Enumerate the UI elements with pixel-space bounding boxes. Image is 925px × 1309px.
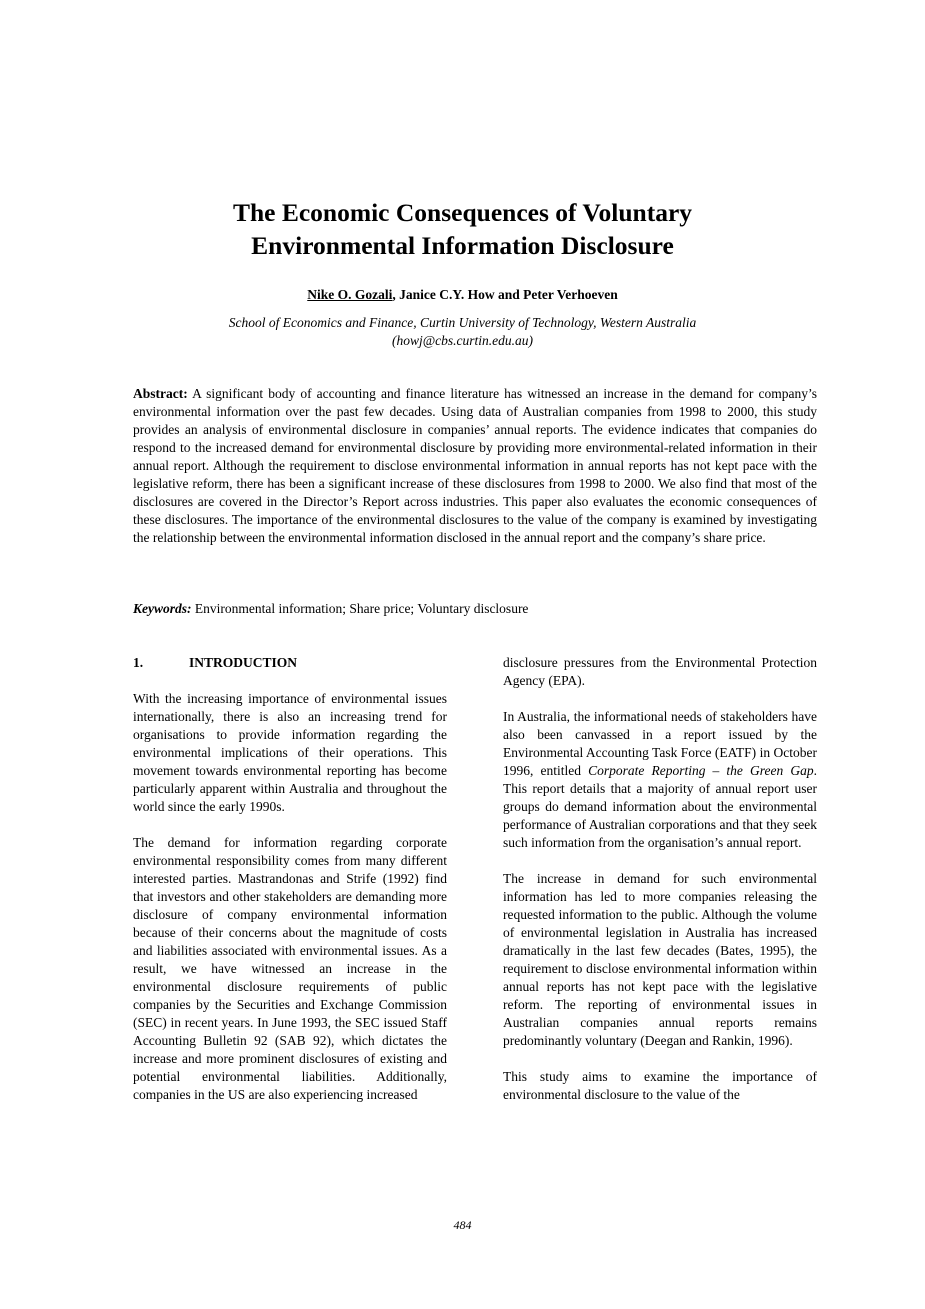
affiliation: School of Economics and Finance, Curtin University of Technology, Western Australia xyxy=(228,315,697,330)
presenting-author: Nike O. Gozali xyxy=(307,287,393,302)
abstract xyxy=(133,385,817,547)
left-column xyxy=(133,654,447,1122)
author-line xyxy=(0,287,925,303)
paragraph-text: . This report details that a majority of annual report user groups do demand information about the environmental performance of Australian corporations and that they seek such information from the organisation’s annual report. xyxy=(503,763,817,850)
affiliation-block xyxy=(0,314,925,350)
paper-title xyxy=(0,196,925,262)
abstract-text: A significant body of accounting and finance literature has witnessed an increase in the demand for company’s environmental information over the past few decades. Using data of Australian companies from 1998 to 2000, this study provides an analysis of environmental disclosure in companies’ annual reports. The evidence indicates that companies do respond to the increased demand for environmental disclosure by providing more environmental-related information in their annual report. Although the requirement to disclose environmental information in annual reports has not kept pace with the legislative reform, there has been a significant increase of these disclosures from 1998 to 2000. We also find that most of the disclosures are covered in the Director’s Report across industries. This paper also evaluates the economic consequences of these disclosures. The importance of the environmental disclosures to the value of the company is examined by investigating the relationship between the environmental information disclosed in the annual report and the company’s share price. xyxy=(133,386,817,545)
paragraph-text: In Australia, the informational needs of stakeholders have also been canvassed in a report issued by the Environmental Accounting Task Force (EATF) in October 1996, entitled xyxy=(503,709,817,778)
paragraph: The increase in demand for such environmental information has led to more companies releasing the requested information to the public. Although the volume of environmental legislation in Australia has increased dramatically in the last few decades (Bates, 1995), the requirement to disclose environmental information within annual reports has not kept pace with the legislative reform. The reporting of environmental issues in Australian companies annual reports remains predominantly voluntary (Deegan and Rankin, 1996). xyxy=(503,871,817,1048)
keywords-text: Environmental information; Share price; Voluntary disclosure xyxy=(191,601,529,616)
report-title: Corporate Reporting – the Green Gap xyxy=(588,763,814,778)
contact-email: (howj@cbs.curtin.edu.au) xyxy=(391,333,534,348)
paragraph: This study aims to examine the importance of environmental disclosure to the value of the xyxy=(503,1069,817,1102)
keywords-label: Keywords: xyxy=(133,601,192,616)
keywords xyxy=(133,600,817,618)
section-number: 1. xyxy=(133,655,144,670)
right-column xyxy=(503,654,817,1122)
abstract-label: Abstract: xyxy=(133,386,188,401)
section-title: INTRODUCTION xyxy=(189,655,298,670)
paragraph xyxy=(503,708,817,852)
title-line-2: Environmental Information Disclosure xyxy=(251,231,674,260)
title-line-1: The Economic Consequences of Voluntary xyxy=(232,198,693,227)
paragraph: The demand for information regarding corporate environmental responsibility comes from many different interested parties. Mastrandonas and Strife (1992) find that investors and other stakeholders are demanding more disclosure of company environmental information because of their concerns about the magnitude of costs and liabilities associated with environmental issues. As a result, we have witnessed an increase in the environmental disclosure requirements of public companies by the Securities and Exchange Commission (SEC) in recent years. In June 1993, the SEC issued Staff Accounting Bulletin 92 (SAB 92), which dictates the increase and more prominent disclosures of existing and potential environmental liabilities. Additionally, companies in the US are also experiencing increased xyxy=(133,835,447,1102)
co-authors: , Janice C.Y. How and Peter Verhoeven xyxy=(392,287,618,302)
section-heading xyxy=(133,654,447,672)
paragraph: disclosure pressures from the Environmental Protection Agency (EPA). xyxy=(503,655,817,688)
paragraph: With the increasing importance of environmental issues internationally, there is also an increasing trend for organisations to provide information regarding the environmental implications of their operations. This movement towards environmental reporting has become particularly apparent within Australia and throughout the world since the early 1990s. xyxy=(133,691,447,814)
page-number: 484 xyxy=(453,1218,472,1232)
